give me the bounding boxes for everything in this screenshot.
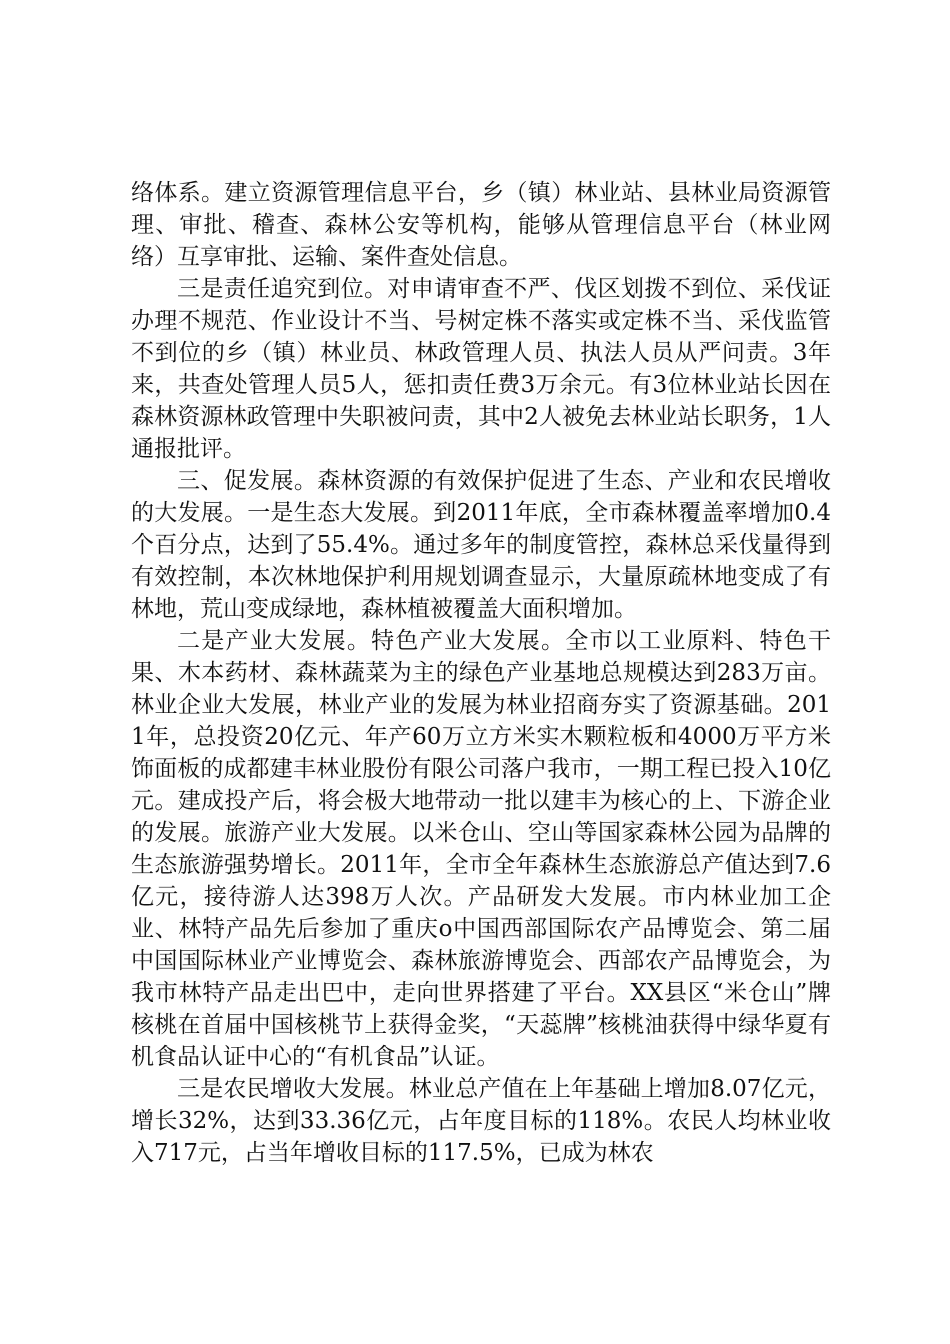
- paragraph-4: 二是产业大发展。特色产业大发展。全市以工业原料、特色干果、木本药材、森林蔬菜为主的绿色产业基地总规模达到283万亩。林业企业大发展，林业产业的发展为林业招商夯实了资源基础。2011年，总投资20亿元、年产60万立方米实木颗粒板和4000万平方米饰面板的成都建丰林业股份有限公司落户我市，一期工程已投入10亿元。建成投产后，将会极大地带动一批以建丰为核心的上、下游企业的发展。旅游产业大发展。以米仓山、空山等国家森林公园为品牌的生态旅游强势增长。2011年，全市全年森林生态旅游总产值达到7.6亿元，接待游人达398万人次。产品研发大发展。市内林业加工企业、林特产品先后参加了重庆o中国西部国际农产品博览会、第二届中国国际林业产业博览会、森林旅游博览会、西部农产品博览会，为我市林特产品走出巴中，走向世界搭建了平台。XX县区“米仓山”牌核桃在首届中国核桃节上获得金奖，“天蕊牌”核桃油获得中绿华夏有机食品认证中心的“有机食品”认证。: [131, 628, 831, 1070]
- paragraph-5: 三是农民增收大发展。林业总产值在上年基础上增加8.07亿元，增长32%，达到33.36亿元，占年度目标的118%。农民人均林业收入717元，占当年增收目标的117.5%，已成为林农: [131, 1076, 831, 1166]
- paragraph-3: 三、促发展。森林资源的有效保护促进了生态、产业和农民增收的大发展。一是生态大发展。到2011年底，全市森林覆盖率增加0.4个百分点，达到了55.4%。通过多年的制度管控，森林总采伐量得到有效控制，本次林地保护利用规划调查显示，大量原疏林地变成了有林地，荒山变成绿地，森林植被覆盖大面积增加。: [131, 468, 831, 622]
- document-body: [131, 177, 831, 1169]
- paragraph-2: 三是责任追究到位。对申请审查不严、伐区划拨不到位、采伐证办理不规范、作业设计不当、号树定株不落实或定株不当、采伐监管不到位的乡（镇）林业员、林政管理人员、执法人员从严问责。3年来，共查处管理人员5人，惩扣责任费3万余元。有3位林业站长因在森林资源林政管理中失职被问责，其中2人被免去林业站长职务，1人通报批评。: [131, 276, 831, 462]
- paragraph-1: 络体系。建立资源管理信息平台，乡（镇）林业站、县林业局资源管理、审批、稽查、森林公安等机构，能够从管理信息平台（林业网络）互享审批、运输、案件查处信息。: [131, 180, 831, 270]
